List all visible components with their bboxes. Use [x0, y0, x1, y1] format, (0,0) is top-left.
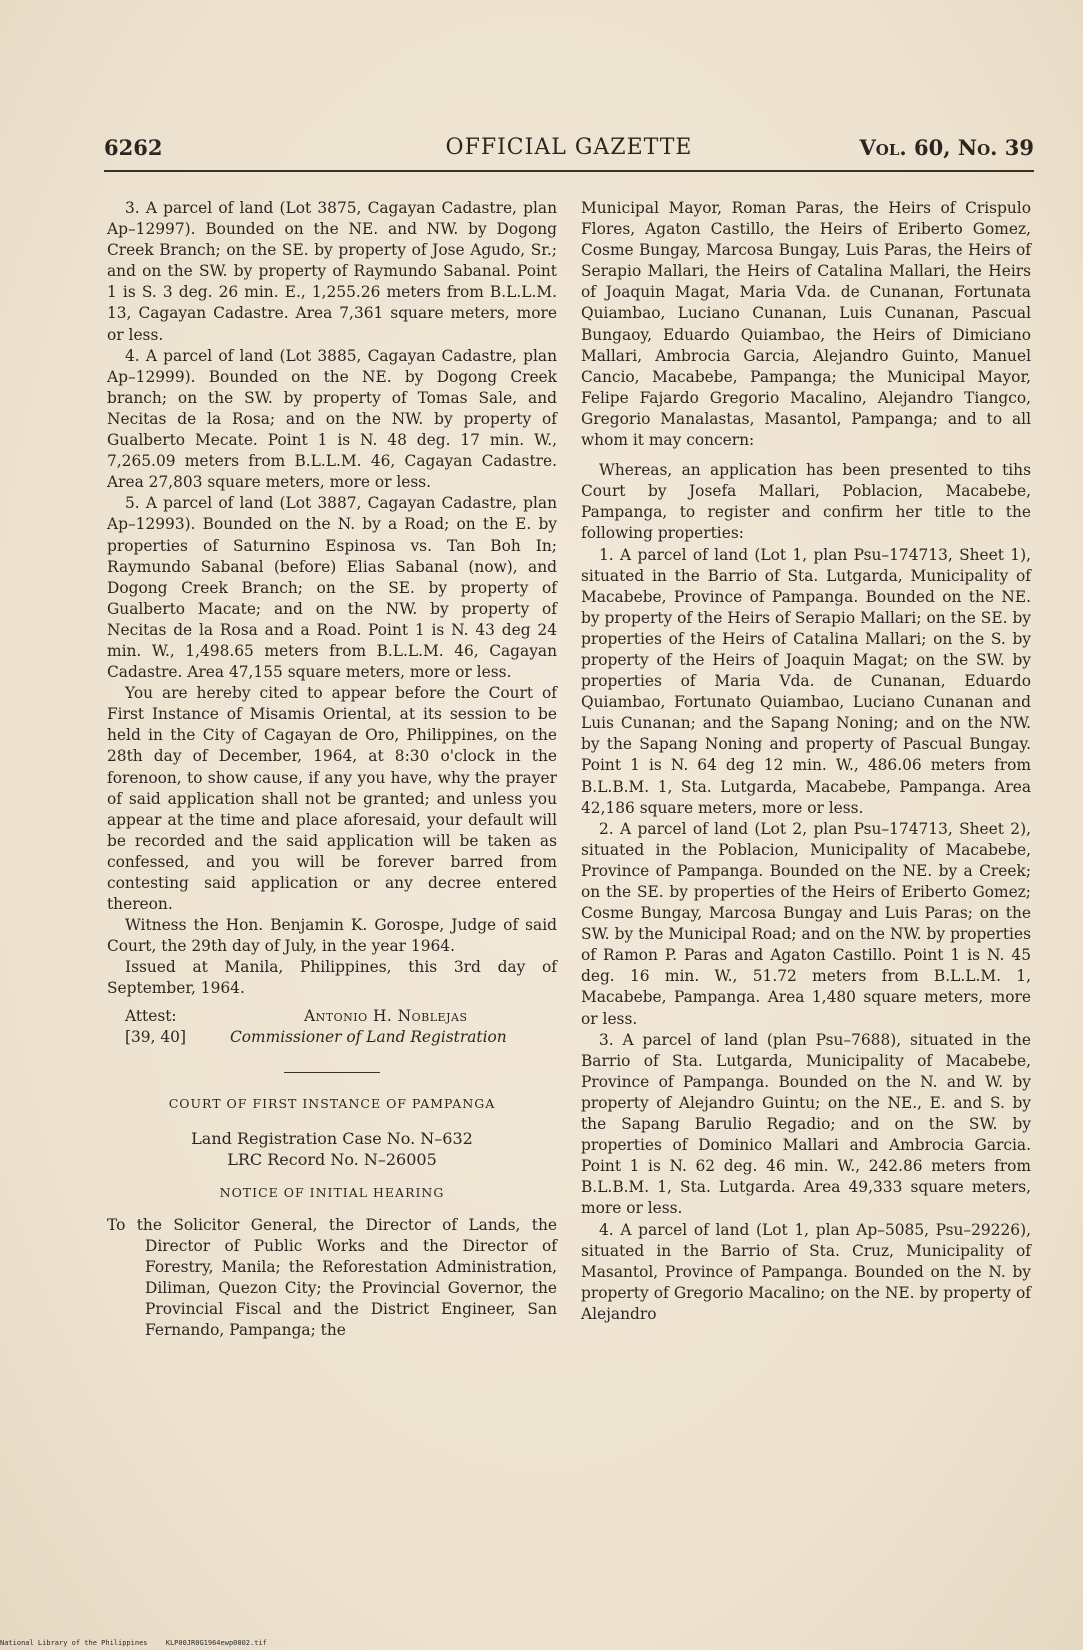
section-divider	[284, 1072, 380, 1073]
page-header	[104, 135, 1034, 167]
footer-file: KLP00JR0G1964ewp0802.tif	[165, 1639, 267, 1647]
right-column	[581, 198, 1031, 1325]
paragraph-issued: Issued at Manila, Philippines, this 3rd day of September, 1964.	[107, 958, 557, 998]
lrc-record-number: LRC Record No. N–26005	[227, 1149, 437, 1169]
paragraph-addressees: Municipal Mayor, Roman Paras, the Heirs of Crispulo Flores, Agaton Castillo, the Heirs of Eriberto Gomez, Cosme Bungay, Marcosa Bungay, Luis Paras, the Heirs of Serapio Mallari, the Heirs of Catalina Mallari, the Heirs of Joaquin Magat, Maria Vda. de Cunanan, Fortunata Quiambao, Luciano Cunanan, Luis Cunanan, Pascual Bungaoy, Eduardo Quiambao, the Heirs of Dimiciano Mallari, Ambrocia Garcia, Alejandro Guinto, Manuel Cancio, Macabebe, Pampanga; the Municipal Mayor, Felipe Fajardo Gregorio Macalino, Alejandro Tiangco, Gregorio Manalastas, Masantol, Pampanga; and to all whom it may concern:	[581, 199, 1031, 450]
attest-reference: [39, 40]	[125, 1027, 186, 1046]
header-divider	[104, 170, 1034, 172]
paragraph-witness: Witness the Hon. Benjamin K. Gorospe, Judge of said Court, the 29th day of July, in the year 1964.	[107, 916, 557, 956]
attest-block	[107, 1006, 557, 1050]
page-number: 6262	[104, 135, 163, 160]
scan-footer	[0, 1639, 281, 1647]
publication-title: OFFICIAL GAZETTE	[445, 135, 693, 160]
paragraph-parcel-5: 5. A parcel of land (Lot 3887, Cagayan Cadastre, plan Ap–12993). Bounded on the N. by a Road; on the E. by properties of Saturnino Espinosa vs. Tan Boh In; Raymundo Sabanal (before) Elias Sabanal (now), and Dogong Creek Branch; on the SE. by property of Gualberto Macate; and on the NW. by property of Necitas de la Rosa and a Road. Point 1 is N. 43 deg 24 min. W., 1,498.65 meters from B.L.L.M. 46, Cagayan Cadastre. Area 47,155 square meters, more or less.	[107, 494, 557, 682]
court-heading: COURT OF FIRST INSTANCE OF PAMPANGA	[168, 1095, 496, 1111]
paragraph-citation: You are hereby cited to appear before the Court of First Instance of Misamis Oriental, at its session to be held in the City of Cagayan de Oro, Philippines, on the 28th day of December, 1964, at 8:30 o'clock in the forenoon, to show cause, if any you have, why the prayer of said application shall not be granted; and unless you appear at the time and place aforesaid, your default will be recorded and the said application will be taken as confessed, and you will be forever barred from contesting said application or any decree entered thereon.	[107, 684, 557, 914]
paragraph-property-4: 4. A parcel of land (Lot 1, plan Ap–5085, Psu–29226), situated in the Barrio of Sta. Cruz, Municipality of Masantol, Province of Pampanga. Bounded on the N. by property of Gregorio Macalino; on the NE. by property of Alejandro	[581, 1220, 1031, 1323]
attest-label: Attest:	[125, 1006, 177, 1025]
paragraph-property-3: 3. A parcel of land (plan Psu–7688), situated in the Barrio of Sta. Lutgarda, Municipality of Macabebe, Province of Pampanga. Bounded on the N. and W. by property of Alejandro Guintu; on the NE., E. and S. by the Sapang Barulio Regadio; and on the SW. by properties of Dominico Mallari and Ambrocia Garcia. Point 1 is N. 62 deg. 46 min. W., 242.86 meters from B.L.B.M. 1, Sta. Lutgarda. Area 49,333 square meters, more or less.	[581, 1030, 1031, 1218]
notice-heading: NOTICE OF INITIAL HEARING	[219, 1184, 445, 1200]
paragraph-whereas: Whereas, an application has been presented to tihs Court by Josefa Mallari, Poblacion, Macabebe, Pampanga, to register and confirm her title to the following properties:	[581, 461, 1031, 543]
volume-number: Vol. 60, No. 39	[859, 135, 1034, 160]
attest-position: Commissioner of Land Registration	[230, 1027, 507, 1046]
paragraph-property-2: 2. A parcel of land (Lot 2, plan Psu–174713, Sheet 2), situated in the Poblacion, Municipality of Macabebe, Province of Pampanga. Bounded on the NE. by a Creek; on the SE. by properties of the Heirs of Eriberto Gomez; Cosme Bungay, Marcosa Bungay and Luis Paras; on the SW. by the Municipal Road; and on the NW. by properties of Ramon P. Paras and Agaton Castillo. Point 1 is N. 45 deg. 16 min. W., 51.72 meters from B.L.L.M. 1, Macabebe, Pampanga. Area 1,480 square meters, more or less.	[581, 819, 1031, 1028]
paragraph-parcel-4: 4. A parcel of land (Lot 3885, Cagayan Cadastre, plan Ap–12999). Bounded on the NE. by Dogong Creek branch; on the SW. by property of Tomas Sale, and Necitas de la Rosa; and on the NW. by property of Gualberto Mecate. Point 1 is N. 48 deg. 17 min. W., 7,265.09 meters from B.L.L.M. 46, Cagayan Cadastre. Area 27,803 square meters, more or less.	[107, 346, 557, 492]
paragraph-parcel-3: 3. A parcel of land (Lot 3875, Cagayan Cadastre, plan Ap–12997). Bounded on the NE. and NW. by Dogong Creek Branch; on the SE. by property of Jose Agudo, Sr.; and on the SW. by property of Raymundo Sabanal. Point 1 is S. 3 deg. 26 min. E., 1,255.26 meters from B.L.L.M. 13, Cagayan Cadastre. Area 7,361 square meters, more or less.	[107, 199, 557, 344]
paragraph-property-1: 1. A parcel of land (Lot 1, plan Psu–174713, Sheet 1), situated in the Barrio of Sta. Lutgarda, Municipality of Macabebe, Province of Pampanga. Bounded on the NE. by property of the Heirs of Serapio Mallari; on the SE. by properties of the Heirs of Catalina Mallari; on the S. by property of the Heirs of Joaquin Magat; on the SW. by properties of Maria Vda. de Cunanan, Eduardo Quiambao, Fortunato Quiambao, Luciano Cunanan and Luis Cunanan; and the Sapang Noning; and on the NW. by the Sapang Noning and property of Pascual Bungay. Point 1 is N. 64 deg 12 min. W., 486.06 meters from B.L.B.M. 1, Sta. Lutgarda, Macabebe, Pampanga. Area 42,186 square meters, more or less.	[581, 545, 1031, 817]
address-paragraph: To the Solicitor General, the Director of Lands, the Director of Public Works and the Director of Forestry, Manila; the Reforestation Administration, Diliman, Quezon City; the Provincial Governor, the Provincial Fiscal and the District Engineer, San Fernando, Pampanga; the	[107, 1215, 557, 1340]
footer-source: National Library of the Philippines	[0, 1639, 148, 1647]
left-column	[107, 198, 557, 1341]
attest-signatory: Antonio H. Noblejas	[304, 1006, 468, 1025]
case-number: Land Registration Case No. N–632	[191, 1128, 473, 1148]
